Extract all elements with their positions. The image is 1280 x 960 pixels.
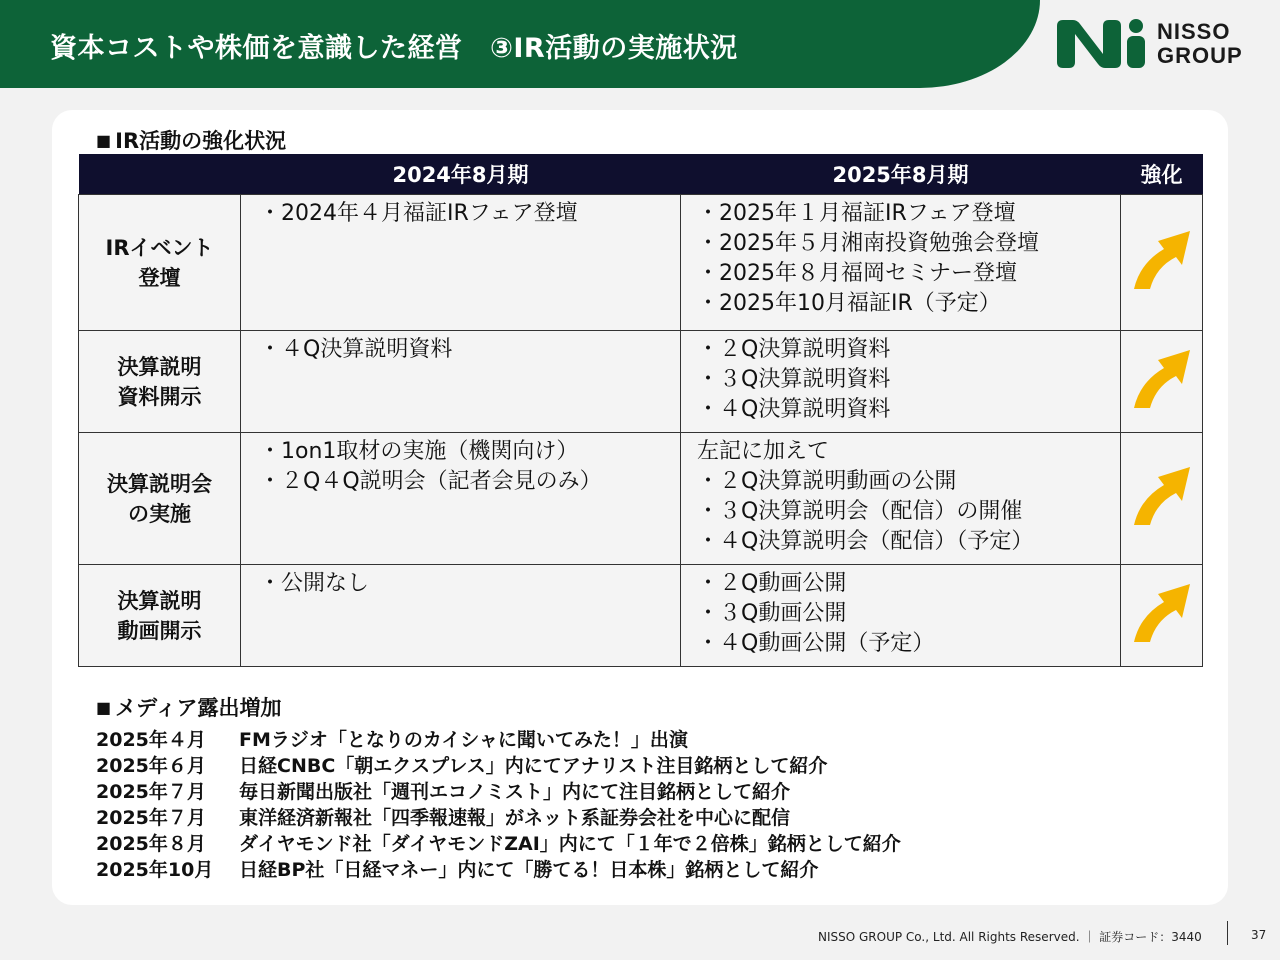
list-item: ・３Q動画公開 [697, 601, 847, 626]
list-item: ・2025年８月福岡セミナー登壇 [697, 261, 1017, 286]
list-item: ・３Q決算説明会（配信）の開催 [697, 499, 1023, 524]
footer-divider [1227, 921, 1228, 945]
media-item [96, 753, 901, 779]
trend-cell [1121, 565, 1203, 667]
media-date: 2025年10月 [96, 859, 214, 881]
list-item: ・公開なし [259, 571, 370, 596]
table-row [79, 433, 1203, 565]
trend-cell [1121, 331, 1203, 433]
list-item: ・２Q４Q説明会（記者会見のみ） [259, 469, 602, 494]
table-header-row [79, 154, 1203, 195]
square-bullet-icon: ■ [96, 698, 112, 717]
page-title: 資本コストや株価を意識した経営 ③IR活動の実施状況 [50, 33, 738, 64]
media-item [96, 779, 901, 805]
table-row [79, 565, 1203, 667]
list-item: ・４Q決算説明資料 [259, 337, 453, 362]
fy2024-cell [241, 565, 681, 667]
list-item: ・2025年５月湘南投資勉強会登壇 [697, 231, 1039, 256]
table-row [79, 331, 1203, 433]
square-bullet-icon: ■ [96, 131, 112, 150]
list-item: ・４Q決算説明会（配信）（予定） [697, 529, 1034, 554]
trend-cell [1121, 433, 1203, 565]
list-item: ・３Q決算説明資料 [697, 367, 891, 392]
ir-activity-table [78, 154, 1203, 667]
row-label: 決算説明 資料開示 [79, 331, 241, 433]
media-list [96, 727, 901, 883]
list-item: ・1on1取材の実施（機関向け） [259, 439, 579, 464]
column-header-fy2024: 2024年8月期 [241, 154, 681, 195]
nisso-logo-icon [1055, 18, 1151, 70]
list-item: ・2025年１月福証IRフェア登壇 [697, 201, 1016, 226]
fy2025-cell [681, 195, 1121, 331]
list-item: ・２Q動画公開 [697, 571, 847, 596]
list-item: ・2024年４月福証IRフェア登壇 [259, 201, 578, 226]
footer-stock-code: 証券コード：3440 [1099, 930, 1202, 944]
list-item: ・２Q決算説明資料 [697, 337, 891, 362]
footer-copyright: NISSO GROUP Co., Ltd. All Rights Reserved. [818, 930, 1080, 944]
media-date: 2025年８月 [96, 833, 206, 855]
media-text: 日経CNBC「朝エクスプレス」内にてアナリスト注目銘柄として紹介 [239, 755, 828, 777]
list-item: ・2025年10月福証IR（予定） [697, 291, 1001, 316]
media-text: FMラジオ「となりのカイシャに聞いてみた！」出演 [239, 729, 688, 751]
media-date: 2025年４月 [96, 729, 206, 751]
list-item: 左記に加えて [697, 439, 830, 464]
table-row [79, 195, 1203, 331]
media-date: 2025年６月 [96, 755, 206, 777]
row-label: 決算説明会 の実施 [79, 433, 241, 565]
fy2025-cell [681, 433, 1121, 565]
up-arrow-icon [1130, 576, 1194, 646]
fy2025-cell [681, 565, 1121, 667]
logo-text: NISSO GROUP [1157, 19, 1243, 68]
media-text: ダイヤモンド社「ダイヤモンドZAI」内にて「１年で２倍株」銘柄として紹介 [239, 833, 901, 855]
company-logo [1055, 18, 1245, 72]
column-header-strengthen: 強化 [1121, 154, 1203, 195]
column-header-fy2025: 2025年8月期 [681, 154, 1121, 195]
row-label: 決算説明 動画開示 [79, 565, 241, 667]
media-date: 2025年７月 [96, 781, 206, 803]
fy2024-cell [241, 433, 681, 565]
media-text: 東洋経済新報社「四季報速報」がネット系証券会社を中心に配信 [239, 807, 791, 829]
media-item [96, 727, 901, 753]
fy2024-cell [241, 331, 681, 433]
media-text: 日経BP社「日経マネー」内にて「勝てる！日本株」銘柄として紹介 [239, 859, 819, 881]
up-arrow-icon [1130, 223, 1194, 293]
page-number: 37 [1251, 928, 1267, 942]
media-section-heading: ■ メディア露出増加 [96, 696, 282, 720]
list-item: ・４Q動画公開（予定） [697, 631, 935, 656]
row-label: IRイベント 登壇 [79, 195, 241, 331]
list-item: ・２Q決算説明動画の公開 [697, 469, 957, 494]
list-item: ・４Q決算説明資料 [697, 397, 891, 422]
up-arrow-icon [1130, 459, 1194, 529]
footer-text [818, 928, 1202, 945]
media-item [96, 831, 901, 857]
trend-cell [1121, 195, 1203, 331]
media-date: 2025年７月 [96, 807, 206, 829]
table-header-blank [79, 154, 241, 195]
footer-separator: ｜ [1083, 930, 1096, 944]
media-text: 毎日新聞出版社「週刊エコノミスト」内にて注目銘柄として紹介 [239, 781, 791, 803]
up-arrow-icon [1130, 342, 1194, 412]
fy2025-cell [681, 331, 1121, 433]
media-item [96, 857, 901, 883]
media-item [96, 805, 901, 831]
ir-section-heading: ■ IR活動の強化状況 [96, 129, 287, 153]
fy2024-cell [241, 195, 681, 331]
